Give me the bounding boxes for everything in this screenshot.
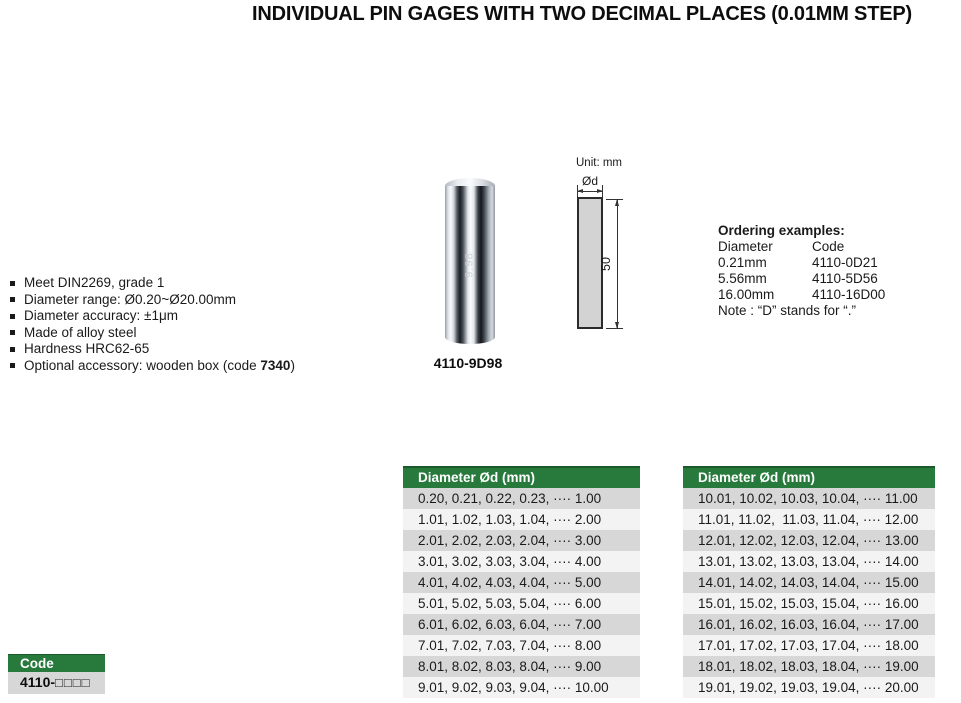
table-header: Diameter Ød (mm) (683, 466, 935, 488)
code-pattern (8, 672, 105, 694)
code-prefix: 4110- (20, 674, 56, 690)
ordering-examples-grid (718, 239, 885, 303)
feature-item (8, 325, 295, 342)
table-row: 4.01, 4.02, 4.03, 4.04, ···· 5.00 (403, 572, 640, 593)
table-row: 12.01, 12.02, 12.03, 12.04, ···· 13.00 (683, 530, 935, 551)
length-dimension-text: 50 (599, 257, 613, 271)
dimension-arrow-up-icon (615, 199, 619, 206)
feature-item (8, 308, 295, 325)
diameter-dimension-label: Ød (581, 174, 598, 188)
table-row: 10.01, 10.02, 10.03, 10.04, ···· 11.00 (683, 488, 935, 509)
ordering-examples (718, 222, 885, 319)
square-bullet-icon (10, 347, 15, 352)
ordering-col-diameter-header: Diameter (718, 239, 773, 254)
product-model-label: 4110-9D98 (433, 355, 503, 371)
ordering-diameter-value: 5.56mm (718, 271, 767, 286)
feature-text: Made of alloy steel (24, 324, 137, 340)
diameter-table-right (683, 466, 935, 698)
pin-engraving-wrap (445, 186, 495, 344)
square-bullet-icon (10, 281, 15, 286)
table-row: 2.01, 2.02, 2.03, 2.04, ···· 3.00 (403, 530, 640, 551)
ordering-examples-title: Ordering examples: (718, 223, 845, 238)
length-dimension-label (597, 250, 615, 278)
diameter-table-left (403, 466, 640, 698)
table-body (683, 488, 935, 698)
unit-label: Unit: mm (576, 157, 622, 169)
feature-text: Meet DIN2269, grade 1 (24, 275, 165, 290)
table-row: 3.01, 3.02, 3.03, 3.04, ···· 4.00 (403, 551, 640, 572)
square-bullet-icon (10, 314, 15, 319)
feature-item (8, 341, 295, 358)
dimension-arrow-down-icon (615, 322, 619, 329)
feature-text: Optional accessory: wooden box (code 7340) (24, 357, 295, 373)
square-bullet-icon (10, 363, 15, 368)
table-row: 17.01, 17.02, 17.03, 17.04, ···· 18.00 (683, 635, 935, 656)
ordering-diameter-value: 0.21mm (718, 255, 767, 270)
feature-text: Diameter accuracy: ±1μm (24, 308, 178, 323)
table-row: 11.01, 11.02, 11.03, 11.04, ···· 12.00 (683, 509, 935, 530)
table-row: 5.01, 5.02, 5.03, 5.04, ···· 6.00 (403, 593, 640, 614)
ordering-code-value: 4110-16D00 (812, 287, 886, 302)
ordering-diameter-value: 16.00mm (718, 287, 775, 302)
feature-list (8, 275, 295, 374)
pin-gage-image (445, 186, 495, 344)
table-row: 16.01, 16.02, 16.03, 16.04, ···· 17.00 (683, 614, 935, 635)
page-title: INDIVIDUAL PIN GAGES WITH TWO DECIMAL PLACES (0.01MM STEP) (252, 3, 912, 25)
table-row: 8.01, 8.02, 8.03, 8.04, ···· 9.00 (403, 656, 640, 677)
table-row: 13.01, 13.02, 13.03, 13.04, ···· 14.00 (683, 551, 935, 572)
table-row: 9.01, 9.02, 9.03, 9.04, ···· 10.00 (403, 677, 640, 698)
square-bullet-icon (10, 330, 15, 335)
feature-item (8, 275, 295, 292)
dimension-arrow-right-icon (597, 189, 603, 193)
ordering-col-code-header: Code (812, 239, 845, 254)
table-row: 7.01, 7.02, 7.03, 7.04, ···· 8.00 (403, 635, 640, 656)
feature-item (8, 292, 295, 309)
code-box (8, 654, 105, 694)
pin-engraving-text: 9.98 (463, 252, 476, 278)
table-header: Diameter Ød (mm) (403, 466, 640, 488)
table-row: 14.01, 14.02, 14.03, 14.04, ···· 15.00 (683, 572, 935, 593)
length-dimension-line (617, 200, 618, 329)
table-row: 18.01, 18.02, 18.03, 18.04, ···· 19.00 (683, 656, 935, 677)
square-bullet-icon (10, 297, 15, 302)
ordering-code-value: 4110-5D56 (812, 271, 878, 286)
dimension-arrow-left-icon (577, 189, 583, 193)
feature-item (8, 358, 295, 375)
table-row: 19.01, 19.02, 19.03, 19.04, ···· 20.00 (683, 677, 935, 698)
ordering-note: Note : “D” stands for “.” (718, 303, 857, 318)
ordering-code-value: 4110-0D21 (812, 255, 878, 270)
feature-text: Hardness HRC62-65 (24, 341, 150, 356)
table-row: 6.01, 6.02, 6.03, 6.04, ···· 7.00 (403, 614, 640, 635)
table-row: 15.01, 15.02, 15.03, 15.04, ···· 16.00 (683, 593, 935, 614)
code-placeholder-boxes: □□□□ (55, 675, 91, 690)
code-box-header: Code (8, 654, 105, 672)
feature-text: Diameter range: Ø0.20~Ø20.00mm (24, 291, 236, 307)
table-row: 1.01, 1.02, 1.03, 1.04, ···· 2.00 (403, 509, 640, 530)
table-row: 0.20, 0.21, 0.22, 0.23, ···· 1.00 (403, 488, 640, 509)
table-body (403, 488, 640, 698)
